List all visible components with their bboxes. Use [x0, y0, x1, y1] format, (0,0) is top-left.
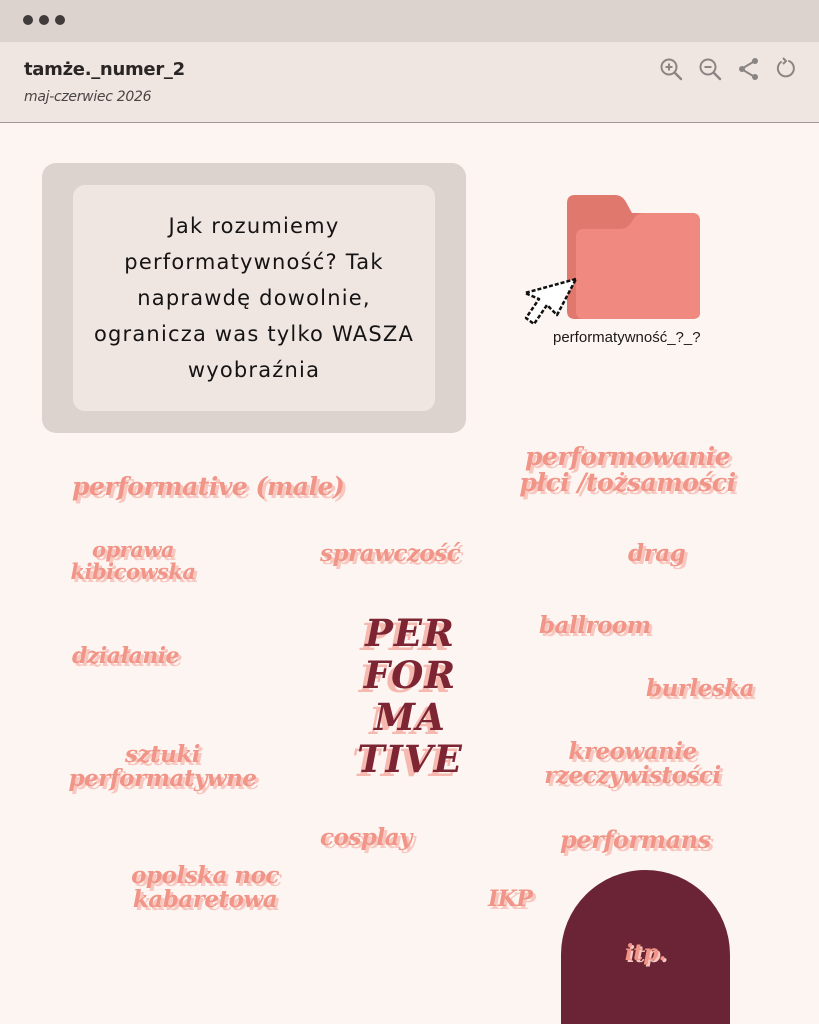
- word-performative-male: performative (male): [72, 472, 345, 501]
- word-ballroom: ballroom: [539, 612, 651, 639]
- window-titlebar: [0, 0, 819, 42]
- word-line: sztuki: [124, 741, 201, 768]
- word-line: performatywne: [68, 765, 257, 793]
- word-oprawa-kibicowska: [40, 539, 226, 583]
- window-dot-icon[interactable]: [23, 15, 33, 25]
- quote-text: Jak rozumiemy performatywność? Tak naprawdę dowolnie, ogranicza was tylko WASZA wyobraźnia: [93, 214, 415, 382]
- document-header: [0, 42, 819, 123]
- word-line: kibicowska: [70, 559, 196, 585]
- refresh-icon[interactable]: [773, 56, 799, 82]
- title-line: MA: [374, 695, 446, 739]
- word-line: płci /tożsamości: [519, 468, 736, 498]
- word-line: rzeczywistości: [544, 762, 721, 790]
- word-dzialanie: działanie: [72, 643, 180, 669]
- word-line: opolska noc: [131, 862, 279, 889]
- share-icon[interactable]: [736, 56, 762, 82]
- word-line: oprawa: [91, 537, 175, 562]
- zoom-out-icon[interactable]: [697, 56, 723, 82]
- document-subtitle: maj-czerwiec 2026: [24, 89, 152, 105]
- title-line: PER: [365, 611, 455, 655]
- word-itp: itp.: [624, 940, 667, 966]
- folder-label[interactable]: performatywność_?_?: [553, 329, 701, 346]
- word-ikp: IKP: [488, 886, 533, 912]
- quote-card: [73, 185, 435, 411]
- folder-icon[interactable]: [520, 195, 710, 335]
- word-burleska: burleska: [646, 675, 755, 702]
- word-opolska-noc-kabaretowa: [110, 864, 300, 912]
- title-line: TIVE: [357, 737, 463, 781]
- title-line: FOR: [363, 653, 457, 697]
- word-performowanie: [500, 444, 755, 497]
- word-cosplay: cosplay: [320, 824, 412, 851]
- document-title: tamże._numer_2: [24, 59, 185, 80]
- window-dot-icon[interactable]: [39, 15, 49, 25]
- window-dot-icon[interactable]: [55, 15, 65, 25]
- word-kreowanie-rzeczywistosci: [515, 740, 750, 788]
- performative-title: [340, 612, 480, 780]
- word-line: kreowanie: [568, 738, 697, 765]
- word-performans: performans: [560, 825, 711, 854]
- word-sprawczosc: sprawczość: [320, 540, 461, 567]
- zoom-in-icon[interactable]: [658, 56, 684, 82]
- word-line: kabaretowa: [132, 886, 278, 914]
- word-drag: drag: [628, 540, 686, 567]
- word-sztuki-performatywne: [40, 743, 285, 791]
- word-line: performowanie: [524, 442, 731, 471]
